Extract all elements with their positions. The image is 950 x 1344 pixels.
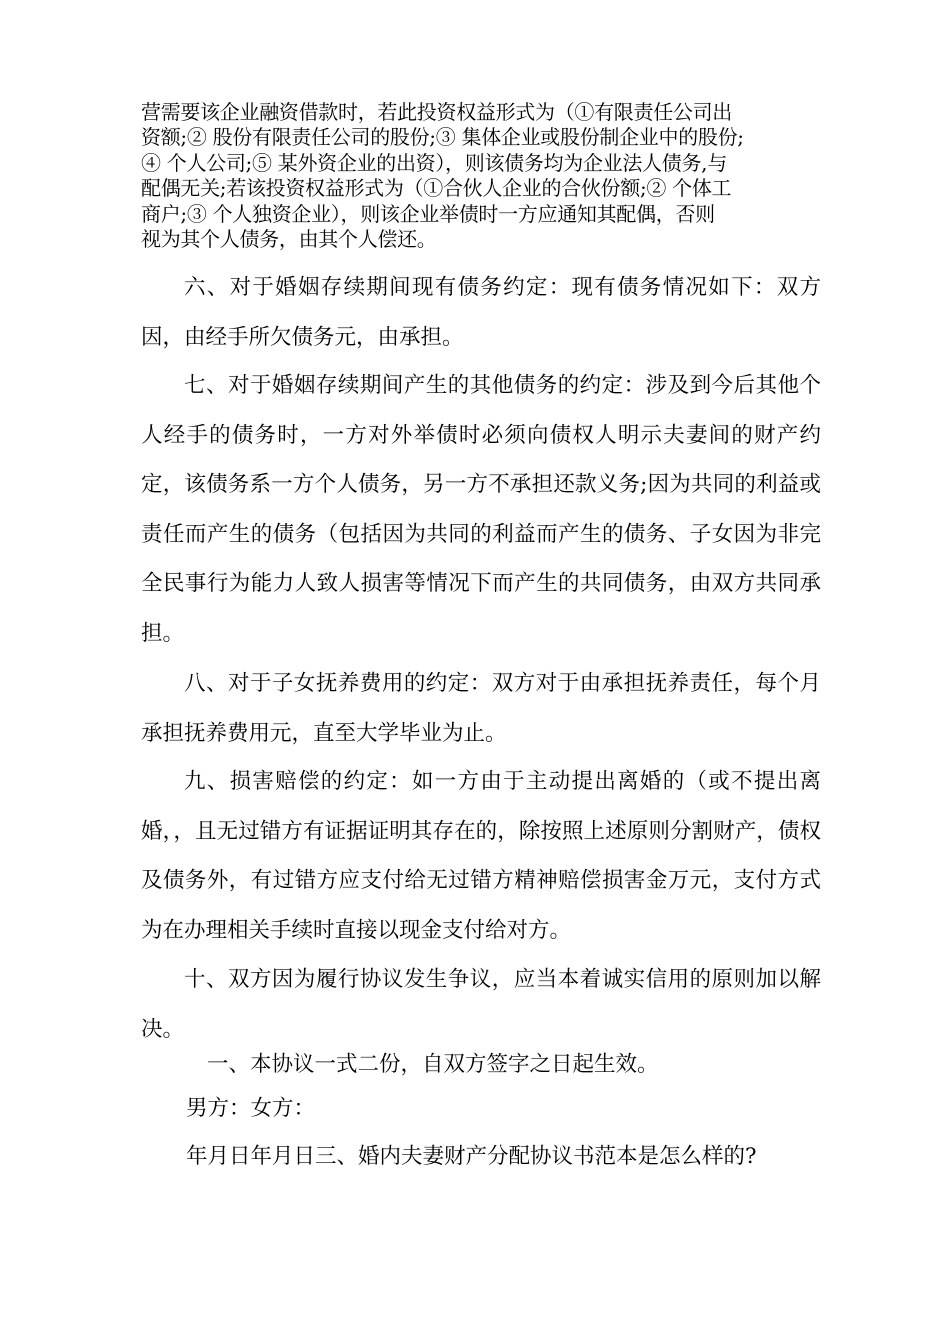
text-line: 视为其个人债务，由其个人偿还。 — [141, 227, 437, 252]
text-line: 商户;③ 个人独资企业），则该企业举债时一方应通知其配偶，否则 — [141, 201, 715, 226]
effect-clause: 一、本协议一式二份，自双方签字之日起生效。 — [207, 1052, 659, 1077]
text-line: 配偶无关;若该投资权益形式为（①合伙人企业的合伙份额;② 个体工 — [141, 176, 732, 201]
dates-and-heading: 年月日年月日三、婚内夫妻财产分配协议书范本是怎么样的? — [186, 1144, 757, 1169]
text-line: 营需要该企业融资借款时，若此投资权益形式为（①有限责任公司出 — [141, 100, 732, 124]
clause-six: 六、对于婚姻存续期间现有债务约定：现有债务情况如下：双方因，由经手所欠债务元，由承担。 — [141, 275, 821, 350]
clause-nine: 九、损害赔偿的约定：如一方由于主动提出离婚的（或不提出离婚，，且无过错方有证据证明其存在的，除按照上述原则分割财产，债权及债务外，有过错方应支付给无过错方精神赔偿损害金万元，支付方式为在办理相关手续时直接以现金支付给对方。 — [141, 769, 821, 943]
clause-ten: 十、双方因为履行协议发生争议，应当本着诚实信用的原则加以解决。 — [141, 967, 821, 1042]
clause-seven: 七、对于婚姻存续期间产生的其他债务的约定：涉及到今后其他个人经手的债务时，一方对外举债时必须向债权人明示夫妻间的财产约定，该债务系一方个人债务，另一方不承担还款义务;因为共同的利益或责任而产生的债务（包括因为共同的利益而产生的债务、子女因为非完全民事行为能力人致人损害等情况下而产生的共同债务，由双方共同承担。 — [141, 373, 821, 646]
text-line: ④ 个人公司;⑤ 某外资企业的出资），则该债务均为企业法人债务,与 — [141, 150, 727, 175]
text-line: 资额;② 股份有限责任公司的股份;③ 集体企业或股份制企业中的股份; — [141, 125, 744, 150]
continuation-paragraph — [141, 100, 821, 252]
clause-eight: 八、对于子女抚养费用的约定：双方对于由承担抚养责任，每个月承担抚养费用元，直至大学毕业为止。 — [141, 671, 821, 746]
signature-line: 男方：女方： — [186, 1096, 316, 1121]
